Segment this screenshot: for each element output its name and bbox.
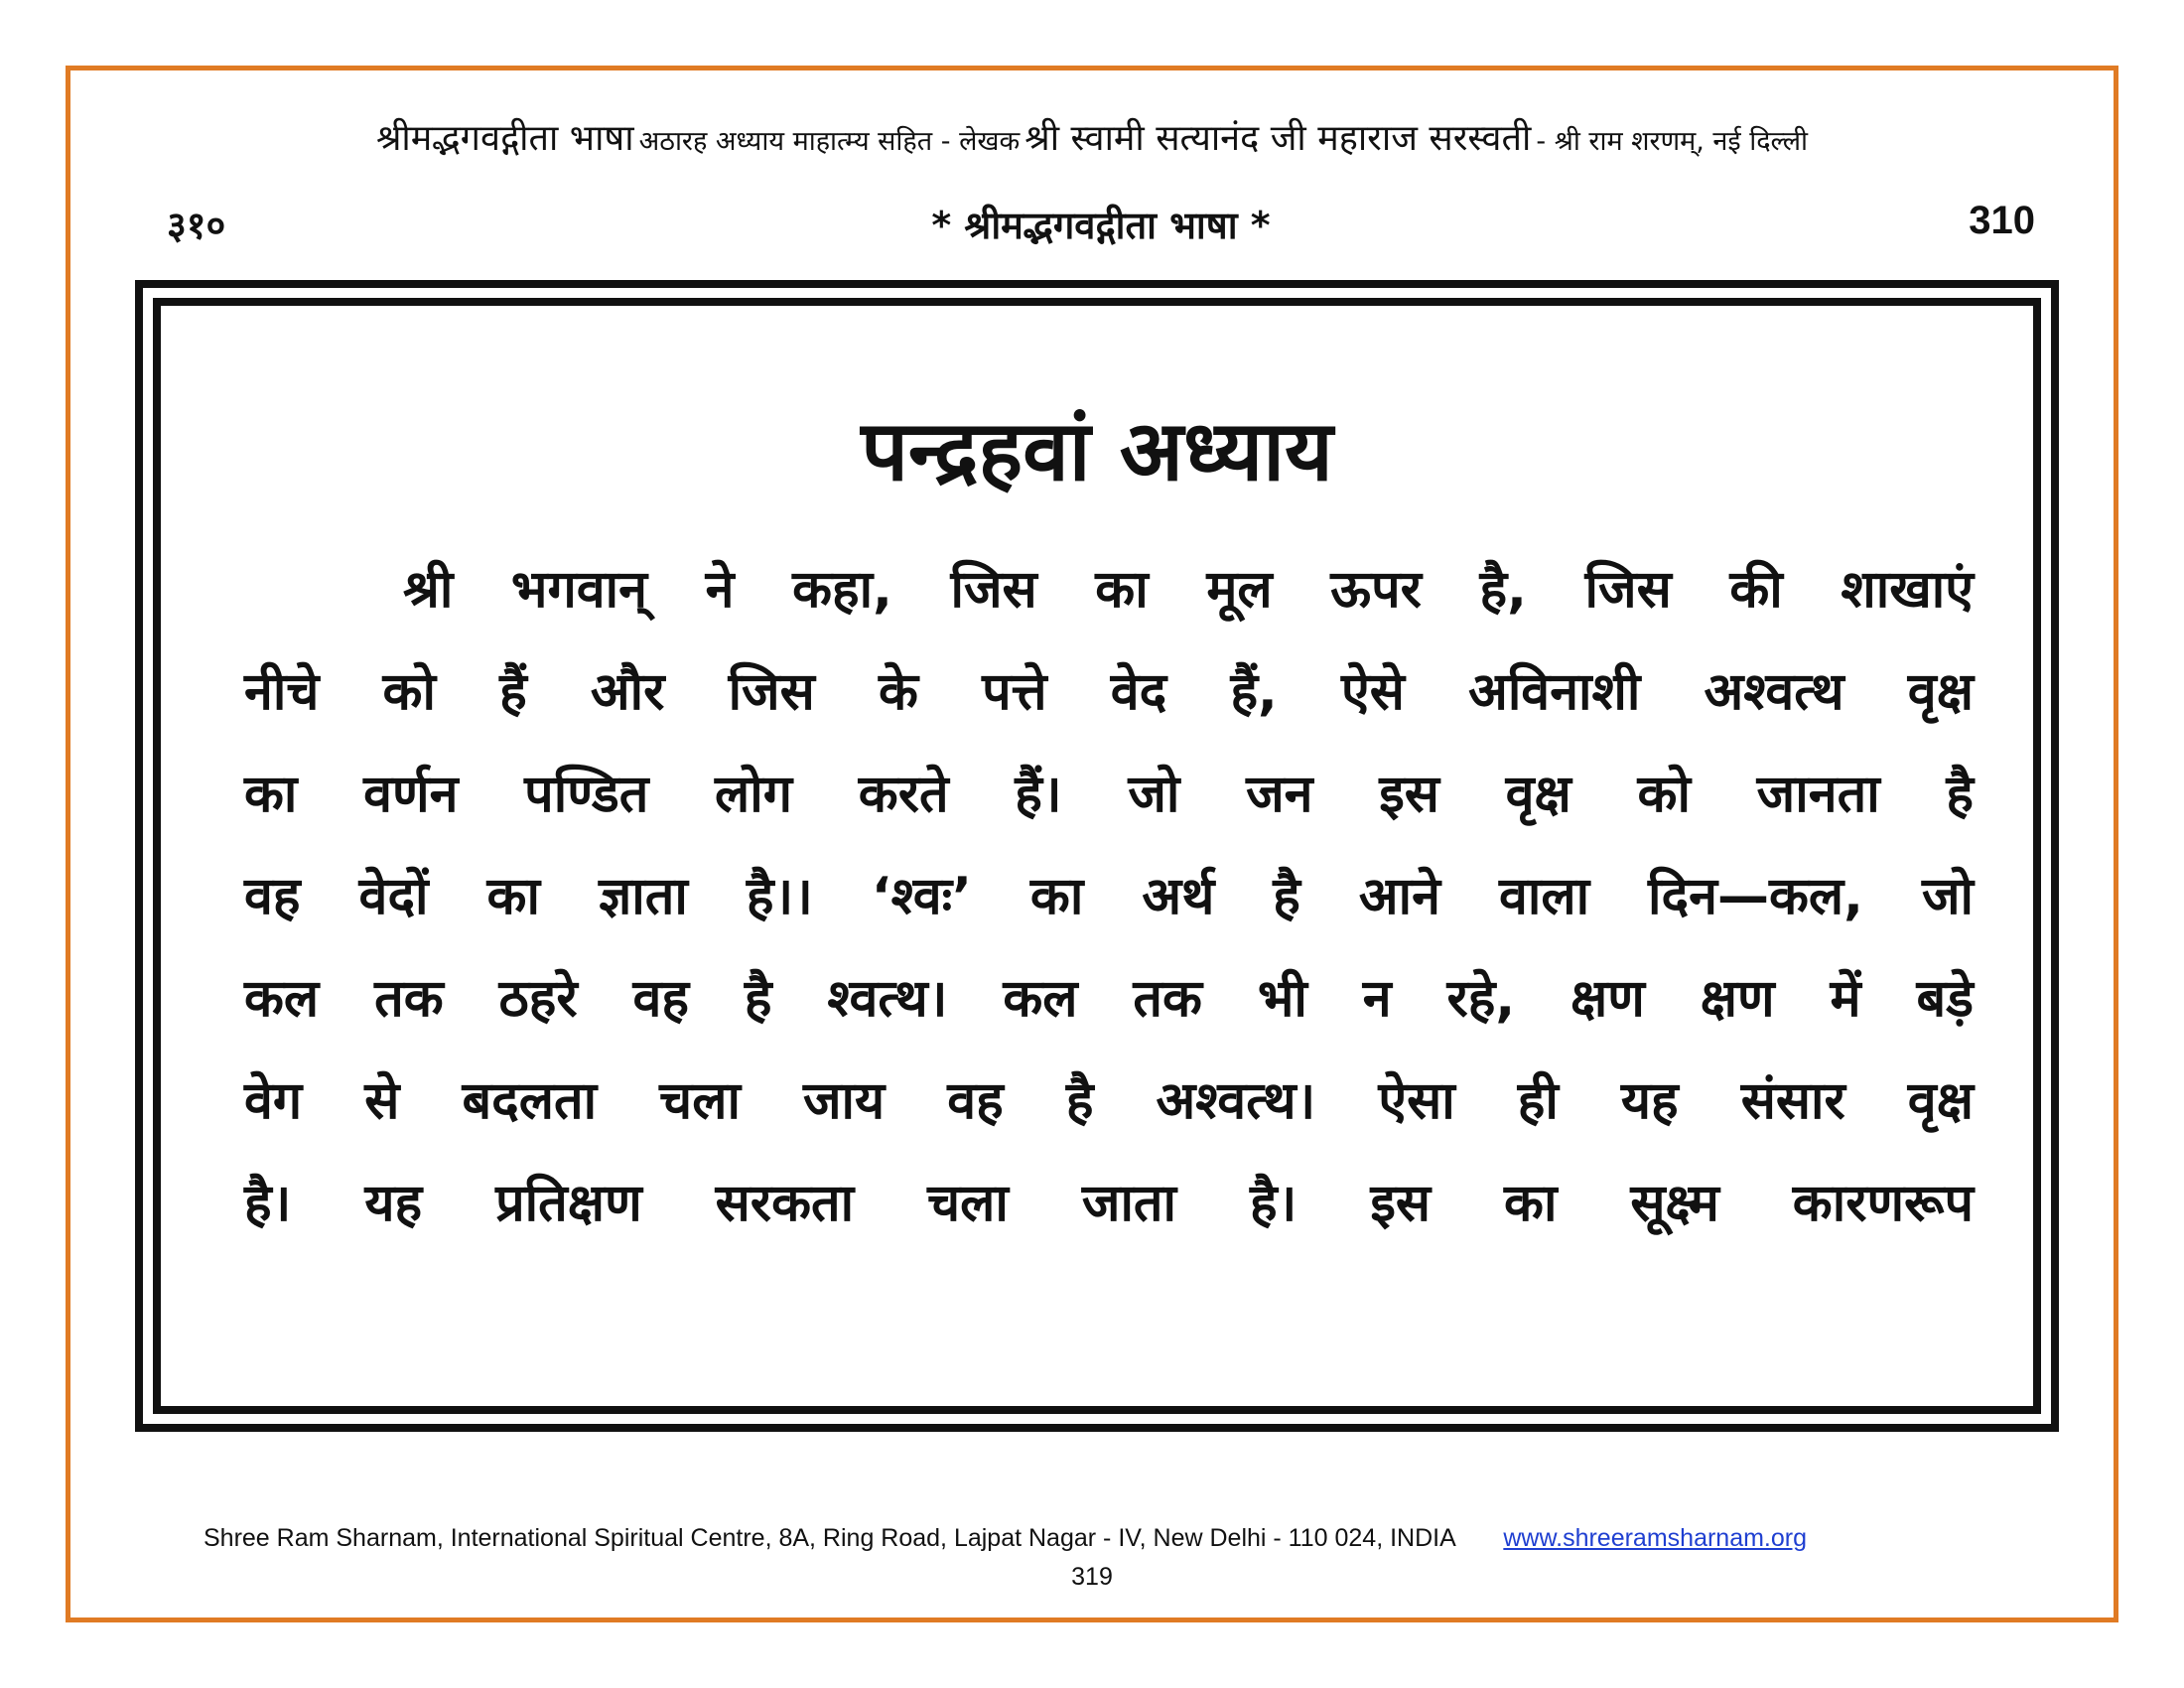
body-line: वेग से बदलता चला जाय वह है अश्वत्थ। ऐसा ही यह संसार वृक्ष [244,1071,1974,1131]
body-line: कल तक ठहरे वह है श्वत्थ। कल तक भी न रहे, क्षण क्षण में बड़े [244,969,1974,1029]
body-line: वह वेदों का ज्ञाता है।। ‘श्वः’ का अर्थ है आने वाला दिन—कल, जो [244,867,1974,926]
chapter-box [135,280,2059,1432]
footer-address: Shree Ram Sharnam, International Spiritual Centre, 8A, Ring Road, Lajpat Nagar - IV, New Delhi - 110 024, INDIA [204,1524,1455,1552]
body-line: का वर्णन पण्डित लोग करते हैं। जो जन इस वृक्ष को जानता है [244,765,1974,824]
book-header [99,117,2085,160]
page-number: 310 [1969,199,2035,242]
chapter-box-inner-border [155,300,2039,1412]
footer-page-number: 319 [1071,1563,1113,1591]
running-head [167,199,2035,258]
body-line: नीचे को हैं और जिस के पत्ते वेद हैं, ऐसे अविनाशी अश्वत्थ वृक्ष [244,662,1974,722]
publisher-name: - श्री राम शरणम्, नई दिल्ली [1536,126,1809,157]
chapter-title: पन्द्रहवां अध्याय [861,402,1333,499]
footer [204,1524,1807,1553]
book-title: श्रीमद्भगवद्गीता भाषा [375,118,634,159]
author-name: श्री स्वामी सत्यानंद जी महाराज सरस्वती [1024,118,1532,159]
book-subtitle: अठारह अध्याय माहात्म्य सहित - लेखक [638,126,1021,157]
body-line: है। यह प्रतिक्षण सरकता चला जाता है। इस का सूक्ष्म कारणरूप [244,1174,1974,1233]
chapter-body [244,539,1974,1255]
page-number-devanagari: ३१० [167,204,226,247]
website-link[interactable]: www.shreeramsharnam.org [1503,1524,1808,1552]
body-line: श्री भगवान् ने कहा, जिस का मूल ऊपर है, जिस की शाखाएं [403,560,1974,620]
running-title: * श्रीमद्भगवद्गीता भाषा * [931,204,1271,247]
